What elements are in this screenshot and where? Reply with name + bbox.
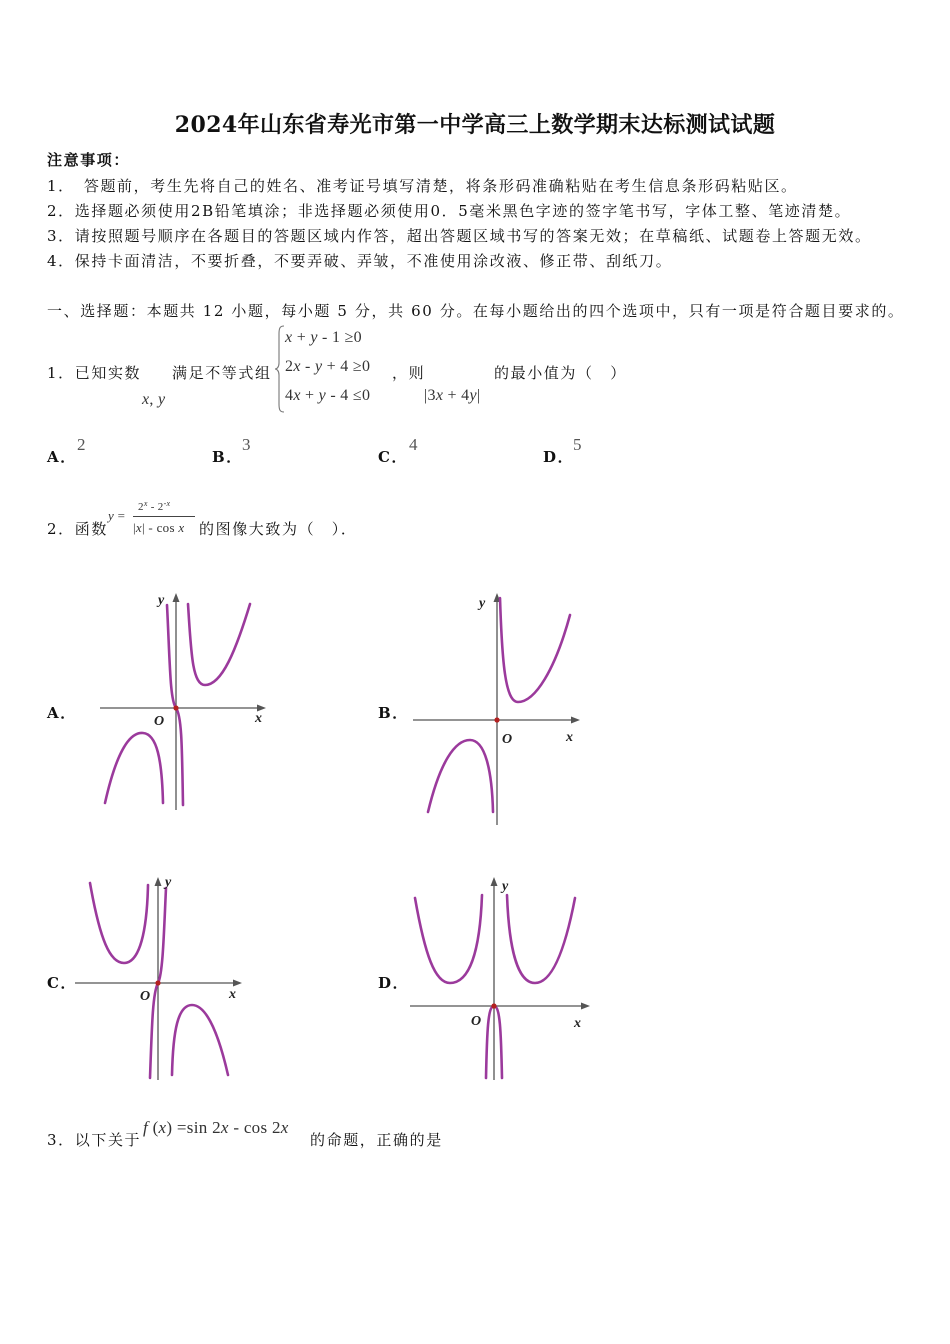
- graph-option-b: [405, 585, 585, 830]
- q2-numerator: [138, 497, 170, 514]
- q1-option-a-value: 2: [77, 435, 86, 454]
- graph-option-c: [70, 870, 245, 1085]
- notice-item-3: 3．请按照题号顺序在各题目的答题区域内作答，超出答题区域书写的答案无效；在草稿纸、试题卷上答题无效。: [47, 227, 872, 245]
- q2-denominator: |x| - cos x: [133, 520, 185, 535]
- q3-formula: f (x) =sin 2x - cos 2x: [143, 1118, 289, 1137]
- x-axis-arrow: [233, 980, 242, 987]
- q3-tail: 的命题，正确的是: [310, 1131, 443, 1149]
- q1-inequality-3: 4x + y - 4 ≤0: [285, 387, 371, 404]
- q1-tail: 的最小值为（ ）: [494, 364, 627, 382]
- q1-option-c-label: C．: [378, 448, 409, 466]
- notice-item-4: 4．保持卡面清洁，不要折叠，不要弄破、弄皱，不准使用涂改液、修正带、刮纸刀。: [47, 252, 673, 270]
- q1-option-b-value: 3: [242, 435, 251, 454]
- q2-numerator-base-2: 2: [157, 501, 164, 513]
- q2-function-lhs: y =: [108, 508, 126, 523]
- q1-expression: |3x + 4y|: [424, 387, 481, 404]
- origin-dot: [494, 717, 499, 722]
- q2-tail: 的图像大致为（ ）．: [199, 520, 358, 538]
- q1-option-b-label: B．: [212, 448, 243, 466]
- q1-mid-text: 满足不等式组: [172, 364, 272, 382]
- x-axis-label: x: [566, 730, 573, 745]
- origin-dot: [491, 1003, 496, 1008]
- q1-variables: x, y: [142, 391, 166, 408]
- origin-dot: [155, 980, 160, 985]
- q2-fraction-bar: [133, 516, 195, 517]
- y-axis-arrow: [491, 877, 498, 886]
- q2-option-d-label: D．: [378, 974, 410, 992]
- y-axis-arrow: [173, 593, 180, 602]
- q1-option-d-label: D．: [543, 448, 575, 466]
- origin-label: O: [471, 1014, 482, 1029]
- notice-item-2: 2．选择题必须使用2B铅笔填涂；非选择题必须使用0．5毫米黑色字迹的签字笔书写，字体工整、笔迹清楚。: [47, 202, 852, 220]
- origin-label: O: [140, 989, 151, 1004]
- curve-center-branch: [167, 605, 183, 805]
- curve-right-branch: [500, 598, 570, 702]
- q2-option-c-label: C．: [47, 974, 78, 992]
- notice-item-1: 1． 答题前，考生先将自己的姓名、准考证号填写清楚，将条形码准确粘贴在考生信息条形码粘贴区。: [47, 177, 798, 195]
- x-axis-arrow: [571, 717, 580, 724]
- curve-right-branch: [172, 1005, 228, 1075]
- y-axis-label: y: [502, 879, 509, 894]
- origin-dot: [173, 705, 178, 710]
- curve-left-branch: [90, 883, 148, 963]
- x-axis-label: x: [255, 711, 262, 726]
- q1-lead: 1．已知实数: [47, 364, 142, 382]
- curve-right-branch: [188, 604, 250, 685]
- curve-left-branch: [105, 733, 163, 803]
- curve-left-branch: [428, 740, 493, 812]
- x-axis-label: x: [229, 987, 236, 1002]
- graph-option-d: [405, 870, 595, 1085]
- q1-then-text: ，则: [392, 364, 426, 382]
- graph-option-a: [95, 585, 275, 815]
- q2-numerator-exponent-1: x: [143, 499, 148, 508]
- notice-heading: 注意事项：: [47, 151, 131, 169]
- q2-option-a-label: A．: [47, 704, 77, 722]
- q2-numerator-base-1: 2: [138, 501, 144, 513]
- q1-inequality-2: 2x - y + 4 ≥0: [285, 358, 371, 375]
- y-axis-arrow: [155, 877, 162, 886]
- q1-option-a-label: A．: [47, 448, 77, 466]
- y-axis-label: y: [158, 593, 165, 608]
- y-axis-label: y: [165, 875, 172, 890]
- curve-left-branch: [415, 895, 482, 983]
- section-heading: 一、选择题：本题共 12 小题，每小题 5 分，共 60 分。在每小题给出的四个选项中，只有一项是符合题目要求的。: [47, 302, 905, 320]
- q3-lead: 3．以下关于: [47, 1131, 142, 1149]
- q1-inequality-1: x + y - 1 ≥0: [285, 329, 362, 346]
- origin-label: O: [502, 732, 513, 747]
- curve-right-branch: [507, 895, 575, 983]
- q1-option-c-value: 4: [409, 435, 418, 454]
- page-title: 2024年山东省寿光市第一中学高三上数学期末达标测试试题: [174, 112, 776, 138]
- origin-label: O: [154, 714, 165, 729]
- q2-numerator-operator: -: [147, 501, 158, 513]
- q2-numerator-exponent-2: -x: [163, 499, 171, 508]
- q2-lead: 2．函数: [47, 520, 108, 538]
- x-axis-arrow: [581, 1003, 590, 1010]
- q1-option-d-value: 5: [573, 435, 582, 454]
- x-axis-label: x: [574, 1016, 581, 1031]
- y-axis-label: y: [479, 596, 486, 611]
- q2-option-b-label: B．: [378, 704, 409, 722]
